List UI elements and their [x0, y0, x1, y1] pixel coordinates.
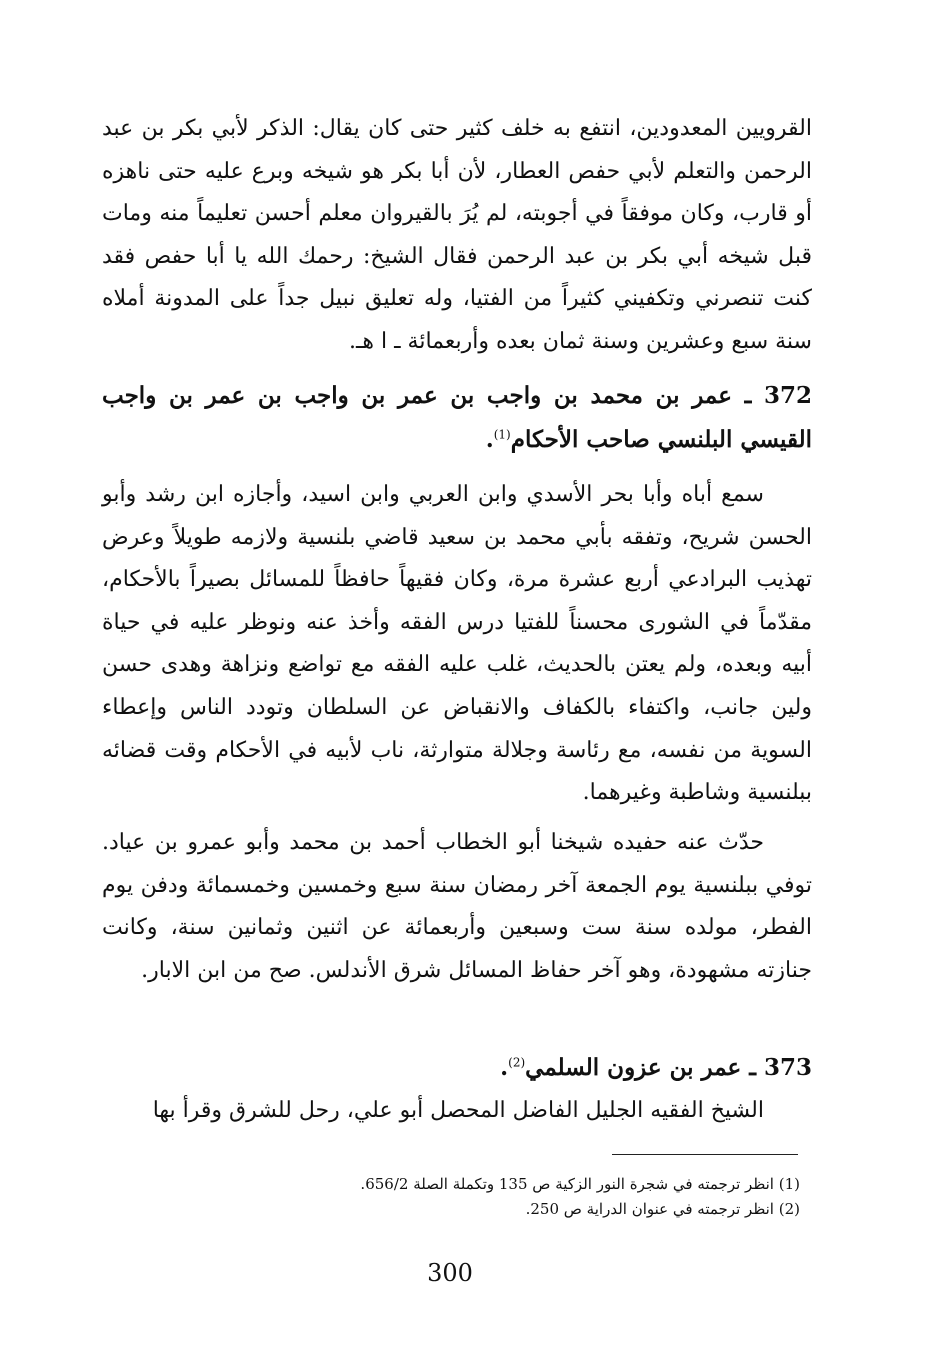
- entry-372-death-notice: حدّث عنه حفيده شيخنا أبو الخطاب أحمد بن محمد وأبو عمرو بن عياد. توفي ببلنسية يوم الجمعة آخر رمضان سنة سبع وخمسين وخمسمائة ودفن يوم الفطر، مولده سنة ست وسبعين وأربعمائة عن اثنين وثمانين سنة، وكانت جنازته مشهودة، وهو آخر حفاظ المسائل شرق الأندلس. صح من ابن الابار.: [102, 830, 812, 983]
- footnote-2: (2) انظر ترجمته في عنوان الدراية ص 250.: [525, 1200, 800, 1218]
- paragraph-continuation: القرويين المعدودين، انتفع به خلف كثير حتى كان يقال: الذكر لأبي بكر بن عبد الرحمن والتعلم لأبي حفص العطار، لأن أبا بكر هو شيخه وبرع عليه حتى ناهزه أو قارب، وكان موفقاً في أجوبته، لم يُرَ بالقيروان معلم أحسن تعليماً منه ومات قبل شيخه أبي بكر بن عبد الرحمن فقال الشيخ: رحمك الله يا أبا حفص فقد كنت تنصرني وتكفيني كثيراً من الفتيا، وله تعليق نبيل جداً على المدونة أملاه سنة سبع وعشرين وسنة ثمان بعده وأربعمائة ـ ا هـ.: [102, 116, 812, 354]
- entry-372-end: .: [485, 426, 494, 453]
- footnotes: [200, 1172, 800, 1222]
- entry-372-title: 372 ـ عمر بن محمد بن واجب بن عمر بن واجب بن عمر بن واجب القيسي البلنسي صاحب الأحكام: [102, 382, 812, 453]
- entry-372-heading: [102, 374, 812, 462]
- footnote-marker-2: (2): [508, 1055, 526, 1070]
- footnote-marker-1: (1): [493, 427, 511, 442]
- entry-373-title: 373 ـ عمر بن عزون السلمي: [525, 1054, 812, 1081]
- footnote-1: (1) انظر ترجمته في شجرة النور الزكية ص 135 وتكملة الصلة 656/2.: [360, 1175, 800, 1193]
- entry-373-body: الشيخ الفقيه الجليل الفاضل المحصل أبو علي، رحل للشرق وقرأ بها: [152, 1098, 764, 1123]
- page-number: 300: [427, 1259, 473, 1287]
- entry-373-heading: [102, 1046, 812, 1090]
- entry-372-body: سمع أباه وأبا بحر الأسدي وابن العربي وابن اسيد، وأجازه ابن رشد وأبو الحسن شريح، وتفقه بأبي محمد بن سعيد قاضي بلنسية ولازمه طويلاً وعرض تهذيب البرادعي أربع عشرة مرة، وكان فقيهاً حافظاً للمسائل بصيراً بالأحكام، مقدّماً في الشورى محسناً للفتيا درس الفقه وأخذ عنه ونوظر عليه في حياة أبيه وبعده، ولم يعتن بالحديث، غلب عليه الفقه مع تواضع ونزاهة وهدى حسن ولين جانب، واكتفاء بالكفاف والانقباض عن السلطان وتودد الناس وإعطاء السوية من نفسه، مع رئاسة وجلالة متوارثة، ناب لأبيه في الأحكام وقت قضائه ببلنسية وشاطبة وغيرهما.: [102, 482, 812, 806]
- entry-373-end: .: [500, 1054, 509, 1081]
- footnote-divider: [612, 1154, 798, 1155]
